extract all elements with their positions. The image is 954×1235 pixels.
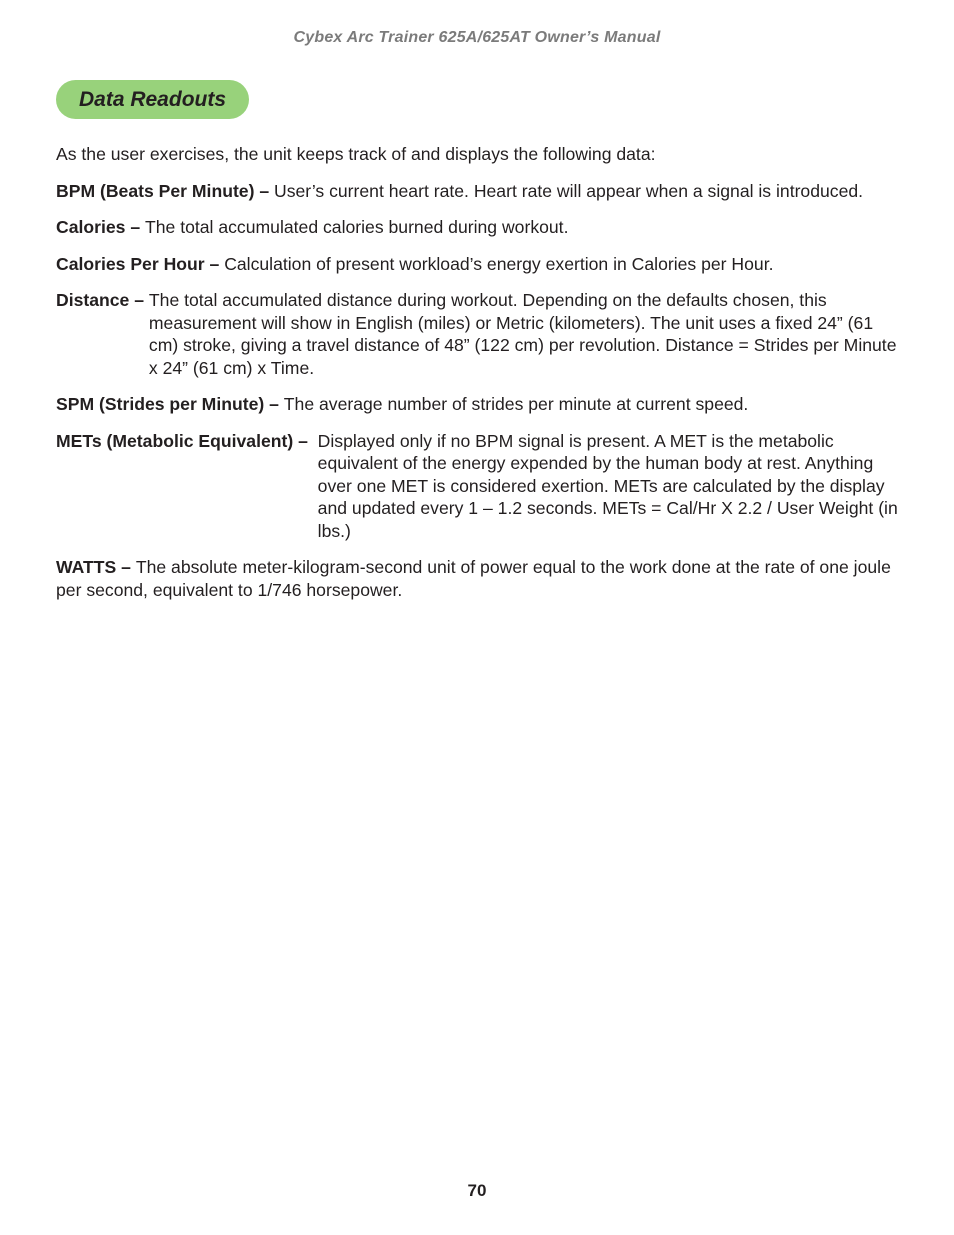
section-title: Data Readouts xyxy=(78,87,227,111)
definition-bpm xyxy=(56,180,901,203)
intro-paragraph: As the user exercises, the unit keeps track of and displays the following data: xyxy=(56,144,656,164)
term-definition: User’s current heart rate. Heart rate will appear when a signal is introduced. xyxy=(274,180,864,201)
term-definition: The absolute meter-kilogram-second unit of power equal to the work done at the rate of one joule per second, equivalent to 1/746 horsepower. xyxy=(56,557,891,600)
section-title-badge xyxy=(56,80,249,119)
definition-calories xyxy=(56,216,901,239)
term-label: WATTS – xyxy=(56,557,136,577)
definition-calories-per-hour xyxy=(56,253,901,276)
page-content xyxy=(56,143,901,615)
term-definition: The total accumulated calories burned during workout. xyxy=(145,217,569,237)
term-label: BPM (Beats Per Minute) – xyxy=(56,180,275,201)
running-header: Cybex Arc Trainer 625A/625AT Owner’s Manual xyxy=(293,29,661,46)
definition-mets xyxy=(56,430,901,543)
definition-watts xyxy=(56,556,901,601)
term-definition: The total accumulated distance during workout. Depending on the defaults chosen, this measurement will show in English (miles) or Metric (kilometers). The unit uses a fixed 24” (61 cm) stroke, giving a travel distance of 48” (122 cm) per revolution. Distance = Strides per Minute x 24” (61 cm) x Time. xyxy=(148,290,897,378)
term-label: METs (Metabolic Equivalent) – xyxy=(56,430,318,451)
term-label: Calories Per Hour – xyxy=(56,253,225,274)
term-label: SPM (Strides per Minute) – xyxy=(56,394,284,414)
term-definition: Calculation of present workload’s energy exertion in Calories per Hour. xyxy=(224,253,774,274)
definition-distance xyxy=(56,289,901,379)
term-definition: Displayed only if no BPM signal is present. A MET is the metabolic equivalent of the energy expended by the human body at rest. Anything over one MET is considered exertion. METs are calculated by the display and updated every 1 – 1.2 seconds. METs = Cal/Hr X 2.2 / User Weight (in lbs.) xyxy=(317,430,898,541)
term-definition: The average number of strides per minute at current speed. xyxy=(283,394,749,414)
term-label: Distance – xyxy=(56,290,149,310)
term-label: Calories – xyxy=(56,217,145,237)
definition-spm xyxy=(56,393,901,416)
page-number: 70 xyxy=(467,1181,487,1200)
